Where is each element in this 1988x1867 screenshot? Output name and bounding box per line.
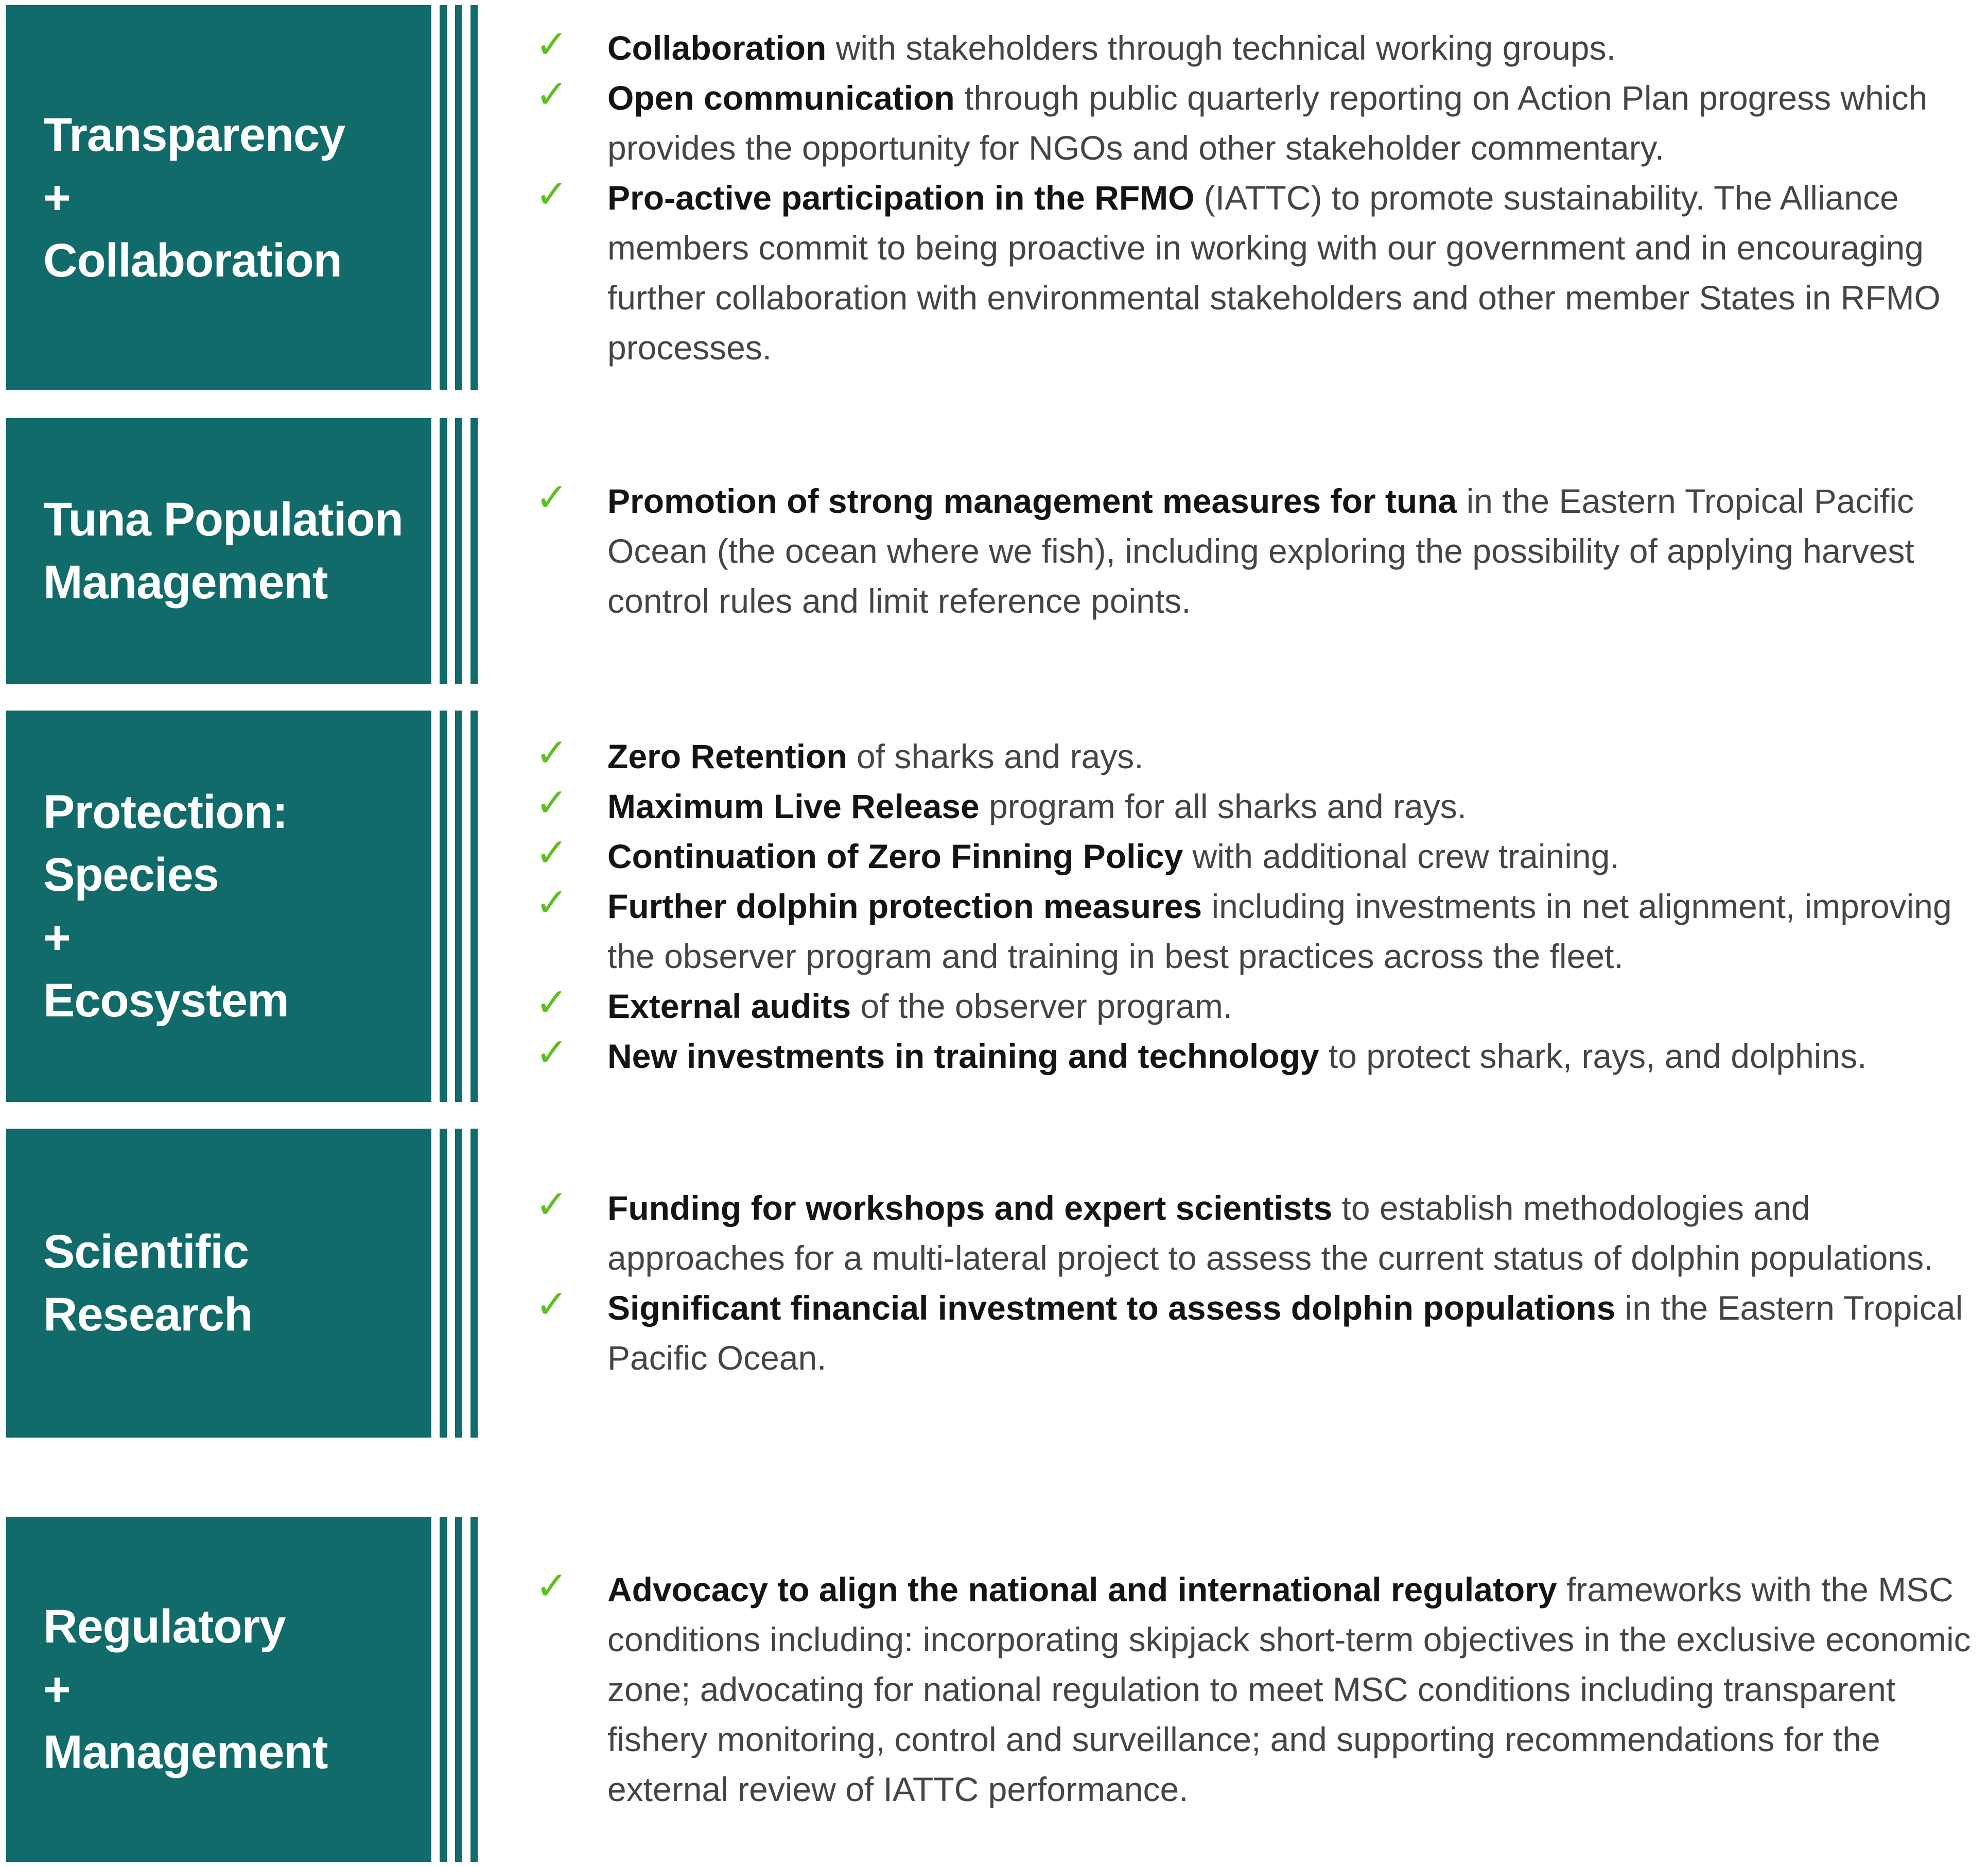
list-item: ✓ Promotion of strong management measures for tuna in the Eastern Tropical Pacific Ocean (the ocean where we fish), including exploring the possibility of applying harvest control rules and limit reference points. bbox=[535, 476, 1978, 626]
category-box bbox=[6, 711, 431, 1102]
checkmark-icon: ✓ bbox=[535, 729, 568, 775]
list-item: ✓ Open communication through public quarterly reporting on Action Plan progress which provides the opportunity for NGOs and other stakeholder commentary. bbox=[535, 73, 1978, 173]
category-box bbox=[6, 5, 431, 390]
checkmark-icon: ✓ bbox=[535, 1281, 568, 1327]
list-item: ✓ Advocacy to align the national and international regulatory frameworks with the MSC conditions including: incorporating skipjack short-term objectives in the exclusive economic zone; advocating for national regulation to meet MSC conditions including transparent fishery monitoring, control and surveillance; and supporting recommendations for the external review of IATTC performance. bbox=[535, 1565, 1978, 1814]
checkmark-icon: ✓ bbox=[535, 1181, 568, 1227]
category-box bbox=[6, 1129, 431, 1438]
category-box bbox=[6, 418, 431, 684]
action-list bbox=[535, 711, 1978, 1102]
list-item: ✓ Further dolphin protection measures including investments in net alignment, improving the observer program and training in best practices across the fleet. bbox=[535, 881, 1978, 981]
section-scientific-research bbox=[0, 1129, 1988, 1438]
checkmark-icon: ✓ bbox=[535, 779, 568, 825]
category-title: Protection: Species + Ecosystem bbox=[43, 786, 289, 1027]
list-item: ✓ Continuation of Zero Finning Policy with additional crew training. bbox=[535, 832, 1978, 881]
decorative-stripes bbox=[431, 1517, 484, 1862]
checkmark-icon: ✓ bbox=[535, 71, 568, 117]
list-item: ✓ Significant financial investment to assess dolphin populations in the Eastern Tropical Pacific Ocean. bbox=[535, 1283, 1978, 1383]
decorative-stripes bbox=[431, 711, 484, 1102]
section-regulatory-management bbox=[0, 1517, 1988, 1862]
decorative-stripes bbox=[431, 5, 484, 390]
list-item: ✓ Zero Retention of sharks and rays. bbox=[535, 732, 1978, 782]
checkmark-icon: ✓ bbox=[535, 1562, 568, 1609]
action-list bbox=[535, 5, 1978, 390]
checkmark-icon: ✓ bbox=[535, 829, 568, 875]
category-title: Regulatory + Management bbox=[43, 1600, 328, 1778]
decorative-stripes bbox=[431, 1129, 484, 1438]
action-list bbox=[535, 418, 1978, 684]
category-title: Tuna Population Management bbox=[43, 493, 403, 609]
checkmark-icon: ✓ bbox=[535, 474, 568, 520]
action-list bbox=[535, 1517, 1978, 1862]
list-item: ✓ Collaboration with stakeholders through technical working groups. bbox=[535, 23, 1978, 73]
checkmark-icon: ✓ bbox=[535, 21, 568, 67]
category-title: Scientific Research bbox=[43, 1225, 253, 1341]
checkmark-icon: ✓ bbox=[535, 1029, 568, 1075]
section-protection-species-ecosystem bbox=[0, 711, 1988, 1102]
list-item: ✓ Pro-active participation in the RFMO (IATTC) to promote sustainability. The Alliance members commit to being proactive in working with our government and in encouraging further collaboration with environmental stakeholders and other member States in RFMO processes. bbox=[535, 173, 1978, 373]
category-title: Transparency + Collaboration bbox=[43, 109, 345, 287]
checkmark-icon: ✓ bbox=[535, 170, 568, 217]
action-list bbox=[535, 1129, 1978, 1438]
category-box bbox=[6, 1517, 431, 1862]
checkmark-icon: ✓ bbox=[535, 879, 568, 925]
section-tuna-population-management bbox=[0, 418, 1988, 684]
checkmark-icon: ✓ bbox=[535, 979, 568, 1025]
list-item: ✓ External audits of the observer program. bbox=[535, 981, 1978, 1031]
section-transparency-collaboration bbox=[0, 5, 1988, 390]
list-item: ✓ New investments in training and technology to protect shark, rays, and dolphins. bbox=[535, 1031, 1978, 1081]
decorative-stripes bbox=[431, 418, 484, 684]
list-item: ✓ Funding for workshops and expert scientists to establish methodologies and approaches for a multi-lateral project to assess the current status of dolphin populations. bbox=[535, 1183, 1978, 1283]
list-item: ✓ Maximum Live Release program for all sharks and rays. bbox=[535, 782, 1978, 832]
